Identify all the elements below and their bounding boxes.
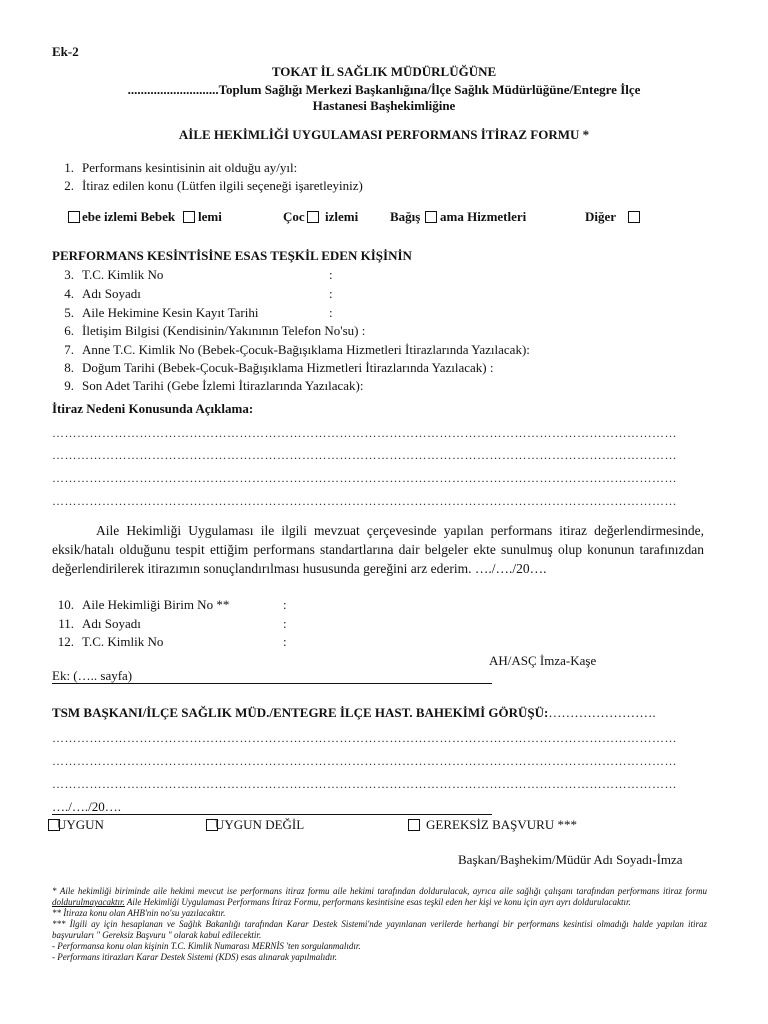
option-label: ebe izlemi Bebek xyxy=(82,209,176,224)
form-title: AİLE HEKİMLİĞİ UYGULAMASI PERFORMANS İTİRAZ FORMU * xyxy=(178,127,590,142)
annex-label: Ek-2 xyxy=(52,44,79,59)
option-label: ama Hizmetleri xyxy=(440,209,527,224)
divider xyxy=(52,814,492,815)
option-label: Bağış xyxy=(390,209,421,224)
field-row: 10. Aile Hekimliği Birim No ** : xyxy=(57,597,287,612)
opinion-title-row xyxy=(52,705,656,721)
explanation-line[interactable]: …………………………………………………………………………………………………………………………………… xyxy=(52,448,677,462)
field-row: 12. T.C. Kimlik No : xyxy=(57,634,287,649)
declaration-paragraph: Aile Hekimliği Uygulaması ile ilgili mevzuat çerçevesinde yapılan performans itiraz değerlendirmesinde, eksik/hatalı olduğunu tespit ettiğim performans standartlarına dair belgeler ekte sunulmuş olup konunun tarafınızdan değerlendirilerek itirazımın sonuçlandırılması hususunda gereğini arz ederim. …./…./20…. xyxy=(52,523,704,576)
divider xyxy=(52,683,492,684)
field-row: 3. T.C. Kimlik No : xyxy=(64,267,333,282)
opinion-title: TSM BAŞKANI/İLÇE SAĞLIK MÜD./ENTEGRE İLÇE HAST. BAHEKİMİ GÖRÜŞÜ: xyxy=(52,705,549,720)
addressee-line2: ............................Toplum Sağlığı Merkezi Başkanlığına/İlçe Sağlık Müdürlüğüne/Entegre İlçe xyxy=(127,82,641,97)
field-row: 4. Adı Soyadı : xyxy=(64,286,333,301)
option-label: izlemi xyxy=(325,209,359,224)
footnote: - Performans itirazları Karar Destek Sistemi (KDS) esas alınarak yapılmalıdır. xyxy=(52,952,337,962)
checkbox-other[interactable] xyxy=(628,211,640,223)
option-label: lemi xyxy=(198,209,222,224)
option-label: GEREKSİZ BAŞVURU *** xyxy=(426,817,577,832)
field-row: 11. Adı Soyadı : xyxy=(58,616,287,631)
field-row: 9. Son Adet Tarihi (Gebe İzlemi İtirazlarında Yazılacak): xyxy=(64,378,364,393)
field-row: 7. Anne T.C. Kimlik No (Bebek-Çocuk-Bağışıklama Hizmetleri İtirazlarında Yazılacak): xyxy=(64,342,530,357)
addressee: TOKAT İL SAĞLIK MÜDÜRLÜĞÜNE xyxy=(271,64,497,79)
addressee-line3: Hastanesi Başhekimliğine xyxy=(312,98,456,113)
explanation-line[interactable]: …………………………………………………………………………………………………………………………………… xyxy=(52,471,677,485)
checkbox-baby[interactable] xyxy=(183,211,195,223)
attachment-label: Ek: (….. sayfa) xyxy=(52,668,133,683)
checkbox-child[interactable] xyxy=(307,211,319,223)
explanation-line[interactable]: …………………………………………………………………………………………………………………………………… xyxy=(52,494,677,508)
opinion-title-dots[interactable]: ……………………. xyxy=(548,705,656,720)
list-item: 1. Performans kesintisinin ait olduğu ay/yıl: xyxy=(64,160,298,175)
list-item: 2. İtiraz edilen konu (Lütfen ilgili seçeneği işaretleyiniz) xyxy=(64,178,363,193)
opinion-date[interactable]: …./…./20…. xyxy=(52,799,121,814)
field-row: 8. Doğum Tarihi (Bebek-Çocuk-Bağışıklama Hizmetleri İtirazlarında Yazılacak) : xyxy=(64,360,494,375)
field-row: 5. Aile Hekimine Kesin Kayıt Tarihi : xyxy=(64,305,333,320)
opinion-line[interactable]: …………………………………………………………………………………………………………………………………… xyxy=(52,754,677,768)
option-label: UYGUN xyxy=(57,817,104,832)
person-section-title: PERFORMANS KESİNTİSİNE ESAS TEŞKİL EDEN KİŞİNİN xyxy=(52,248,412,263)
opinion-options-row xyxy=(0,817,768,837)
footnote: ** İtiraza konu olan AHB'nin no'su yazılacaktır. xyxy=(52,908,226,918)
signature-label: AH/ASÇ İmza-Kaşe xyxy=(489,653,597,668)
checkbox-immunization[interactable] xyxy=(425,211,437,223)
subject-options-row xyxy=(0,209,768,229)
footnotes xyxy=(52,886,707,963)
option-label: UYGUN DEĞİL xyxy=(215,817,305,832)
footnote: *** İlgili ay için hesaplanan ve Sağlık Bakanlığı tarafından Karar Destek Sistemi'nde yayınlanan verilerde herhangi bir performans kesintisi olmadığı halde yapılan itiraz başvuruları " Gereksiz Başvuru " olarak kabul edilecektir. xyxy=(52,919,707,940)
explanation-line[interactable]: …………………………………………………………………………………………………………………………………… xyxy=(52,426,677,440)
opinion-line[interactable]: …………………………………………………………………………………………………………………………………… xyxy=(52,777,677,791)
opinion-signature-label: Başkan/Başhekim/Müdür Adı Soyadı-İmza xyxy=(458,852,683,867)
checkbox-unnecessary[interactable] xyxy=(408,819,420,831)
option-label: Diğer xyxy=(585,209,617,224)
footnote: - Performansa konu olan kişinin T.C. Kimlik Numarası MERNİS 'ten sorgulanmalıdır. xyxy=(52,941,361,951)
footnote: * Aile hekimliği biriminde aile hekimi mevcut ise performans itiraz formu aile hekimi tarafından doldurulacak, ayrıca aile sağlığı çalışanı tarafından performans itiraz formu doldurulmayacaktır. Aile Hekimliği Uygulaması Performans İtiraz Formu, performans kesintisine esas teşkil eden her kişi ve konu için ayrı ayrı doldurulacaktır. xyxy=(52,886,707,907)
explanation-title: İtiraz Nedeni Konusunda Açıklama: xyxy=(52,401,254,416)
opinion-line[interactable]: …………………………………………………………………………………………………………………………………… xyxy=(52,731,677,745)
field-row: 6. İletişim Bilgisi (Kendisinin/Yakınının Telefon No'su) : xyxy=(64,323,366,338)
option-label: Çoc xyxy=(283,209,305,224)
checkbox-pregnancy[interactable] xyxy=(68,211,80,223)
